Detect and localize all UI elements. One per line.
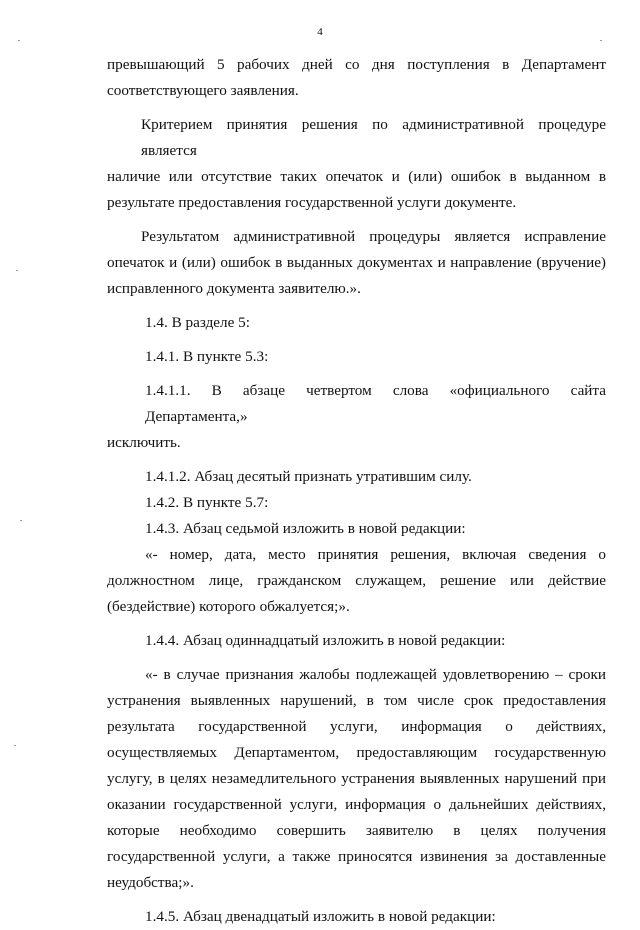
text-line: 1.4.3. Абзац седьмой изложить в новой редакции: xyxy=(145,520,466,537)
text-line: неудобства;». xyxy=(107,874,194,891)
text-line: Результатом административной процедуры является исправление xyxy=(141,228,606,245)
text-line: должностном лице, гражданском служащем, решение или действие xyxy=(107,572,606,589)
text-line: результате предоставления государственной услуги документе. xyxy=(107,194,517,211)
text-line: 1.4.1.2. Абзац десятый признать утратившим силу. xyxy=(145,468,472,485)
text-line: государственной услуги, а также приносятся извинения за доставленные xyxy=(107,848,606,865)
text-line: исключить. xyxy=(107,434,181,451)
page-number: 4 xyxy=(317,26,323,38)
text-line: наличие или отсутствие таких опечаток и (или) ошибок в выданном в xyxy=(107,168,606,185)
text-line: соответствующего заявления. xyxy=(107,82,299,99)
text-line: 1.4.4. Абзац одиннадцатый изложить в новой редакции: xyxy=(145,632,506,649)
text-line: которые необходимо совершить заявителю в целях получения xyxy=(107,822,606,839)
text-line: услугу, в целях незамедлительного устранения выявленных нарушений при xyxy=(107,770,606,787)
text-line: «- номер, дата, место принятия решения, включая сведения о xyxy=(145,546,606,563)
text-line: результата государственной услуги, информация о действиях, xyxy=(107,718,606,735)
scan-speck xyxy=(600,40,602,41)
text-line: 1.4.1.1. В абзаце четвертом слова «официального сайта Департамента,» xyxy=(145,382,606,425)
scan-speck xyxy=(18,40,20,41)
text-line: 1.4.5. Абзац двенадцатый изложить в новой редакции: xyxy=(145,908,496,925)
scan-speck xyxy=(20,520,22,521)
text-line: Критерием принятия решения по административной процедуре является xyxy=(141,116,606,159)
text-line: оказании государственной услуги, информация о дальнейших действиях, xyxy=(107,796,606,813)
text-line: устранения выявленных нарушений, в том числе срок предоставления xyxy=(107,692,606,709)
text-line: «- в случае признания жалобы подлежащей удовлетворению – сроки xyxy=(145,666,606,683)
text-line: исправленного документа заявителю.». xyxy=(107,280,361,297)
text-line: 1.4.1. В пункте 5.3: xyxy=(145,348,269,365)
scan-speck xyxy=(16,270,18,271)
document-body xyxy=(107,52,606,930)
text-line: 1.4.2. В пункте 5.7: xyxy=(145,494,269,511)
text-line: 1.4. В разделе 5: xyxy=(145,314,250,331)
text-line: осуществляемых Департаментом, предоставляющим государственную xyxy=(107,744,606,761)
text-line: опечаток и (или) ошибок в выданных документах и направление (вручение) xyxy=(107,254,606,271)
text-line: превышающий 5 рабочих дней со дня поступления в Департамент xyxy=(107,56,606,73)
scan-speck xyxy=(14,745,16,746)
text-line: (бездействие) которого обжалуется;». xyxy=(107,598,350,615)
